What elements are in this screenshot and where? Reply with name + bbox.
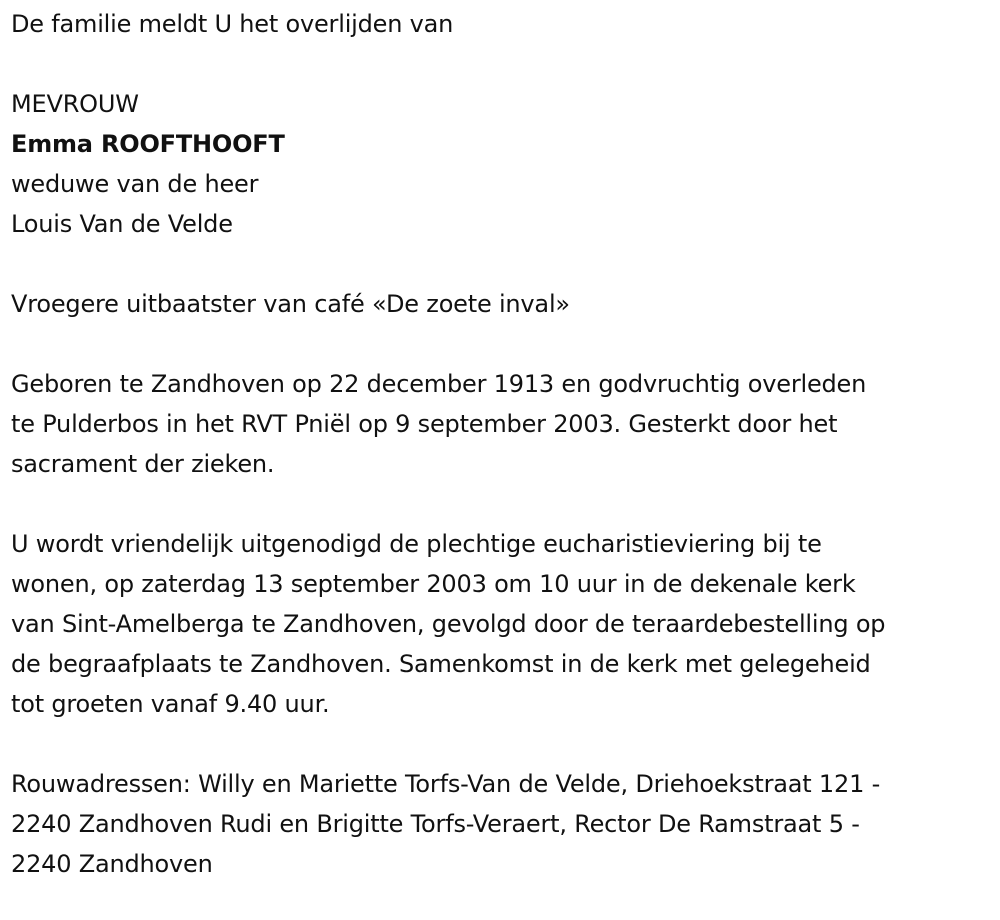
spouse-line-2: Louis Van de Velde	[11, 210, 233, 238]
paragraph-line: sacrament der zieken.	[11, 450, 275, 478]
paragraph-line: 2240 Zandhoven Rudi en Brigitte Torfs-Veraert, Rector De Ramstraat 5 -	[11, 810, 860, 838]
spacer	[11, 324, 996, 364]
paragraph-line: 2240 Zandhoven	[11, 850, 213, 878]
death-notice	[11, 4, 996, 884]
ceremony-paragraph	[11, 524, 996, 724]
spacer	[11, 484, 996, 524]
spacer	[11, 724, 996, 764]
paragraph-line: U wordt vriendelijk uitgenodigd de plechtige eucharistieviering bij te	[11, 530, 822, 558]
paragraph-line: Rouwadressen: Willy en Mariette Torfs-Van de Velde, Driehoekstraat 121 -	[11, 770, 881, 798]
spacer	[11, 44, 996, 84]
birth-death-paragraph	[11, 364, 996, 484]
deceased-name: Emma ROOFTHOOFT	[11, 130, 285, 158]
paragraph-line: te Pulderbos in het RVT Pniël op 9 september 2003. Gesterkt door het	[11, 410, 838, 438]
occupation-text: Vroegere uitbaatster van café «De zoete inval»	[11, 290, 570, 318]
title-prefix: MEVROUW	[11, 90, 139, 118]
paragraph-line: Geboren te Zandhoven op 22 december 1913 en godvruchtig overleden	[11, 370, 867, 398]
intro-text: De familie meldt U het overlijden van	[11, 10, 454, 38]
paragraph-line: van Sint-Amelberga te Zandhoven, gevolgd door de teraardebestelling op	[11, 610, 886, 638]
paragraph-line: wonen, op zaterdag 13 september 2003 om 10 uur in de dekenale kerk	[11, 570, 856, 598]
spacer	[11, 244, 996, 284]
paragraph-line: tot groeten vanaf 9.40 uur.	[11, 690, 330, 718]
paragraph-line: de begraafplaats te Zandhoven. Samenkomst in de kerk met gelegeheid	[11, 650, 871, 678]
addresses-paragraph	[11, 764, 996, 884]
spouse-line-1: weduwe van de heer	[11, 170, 259, 198]
